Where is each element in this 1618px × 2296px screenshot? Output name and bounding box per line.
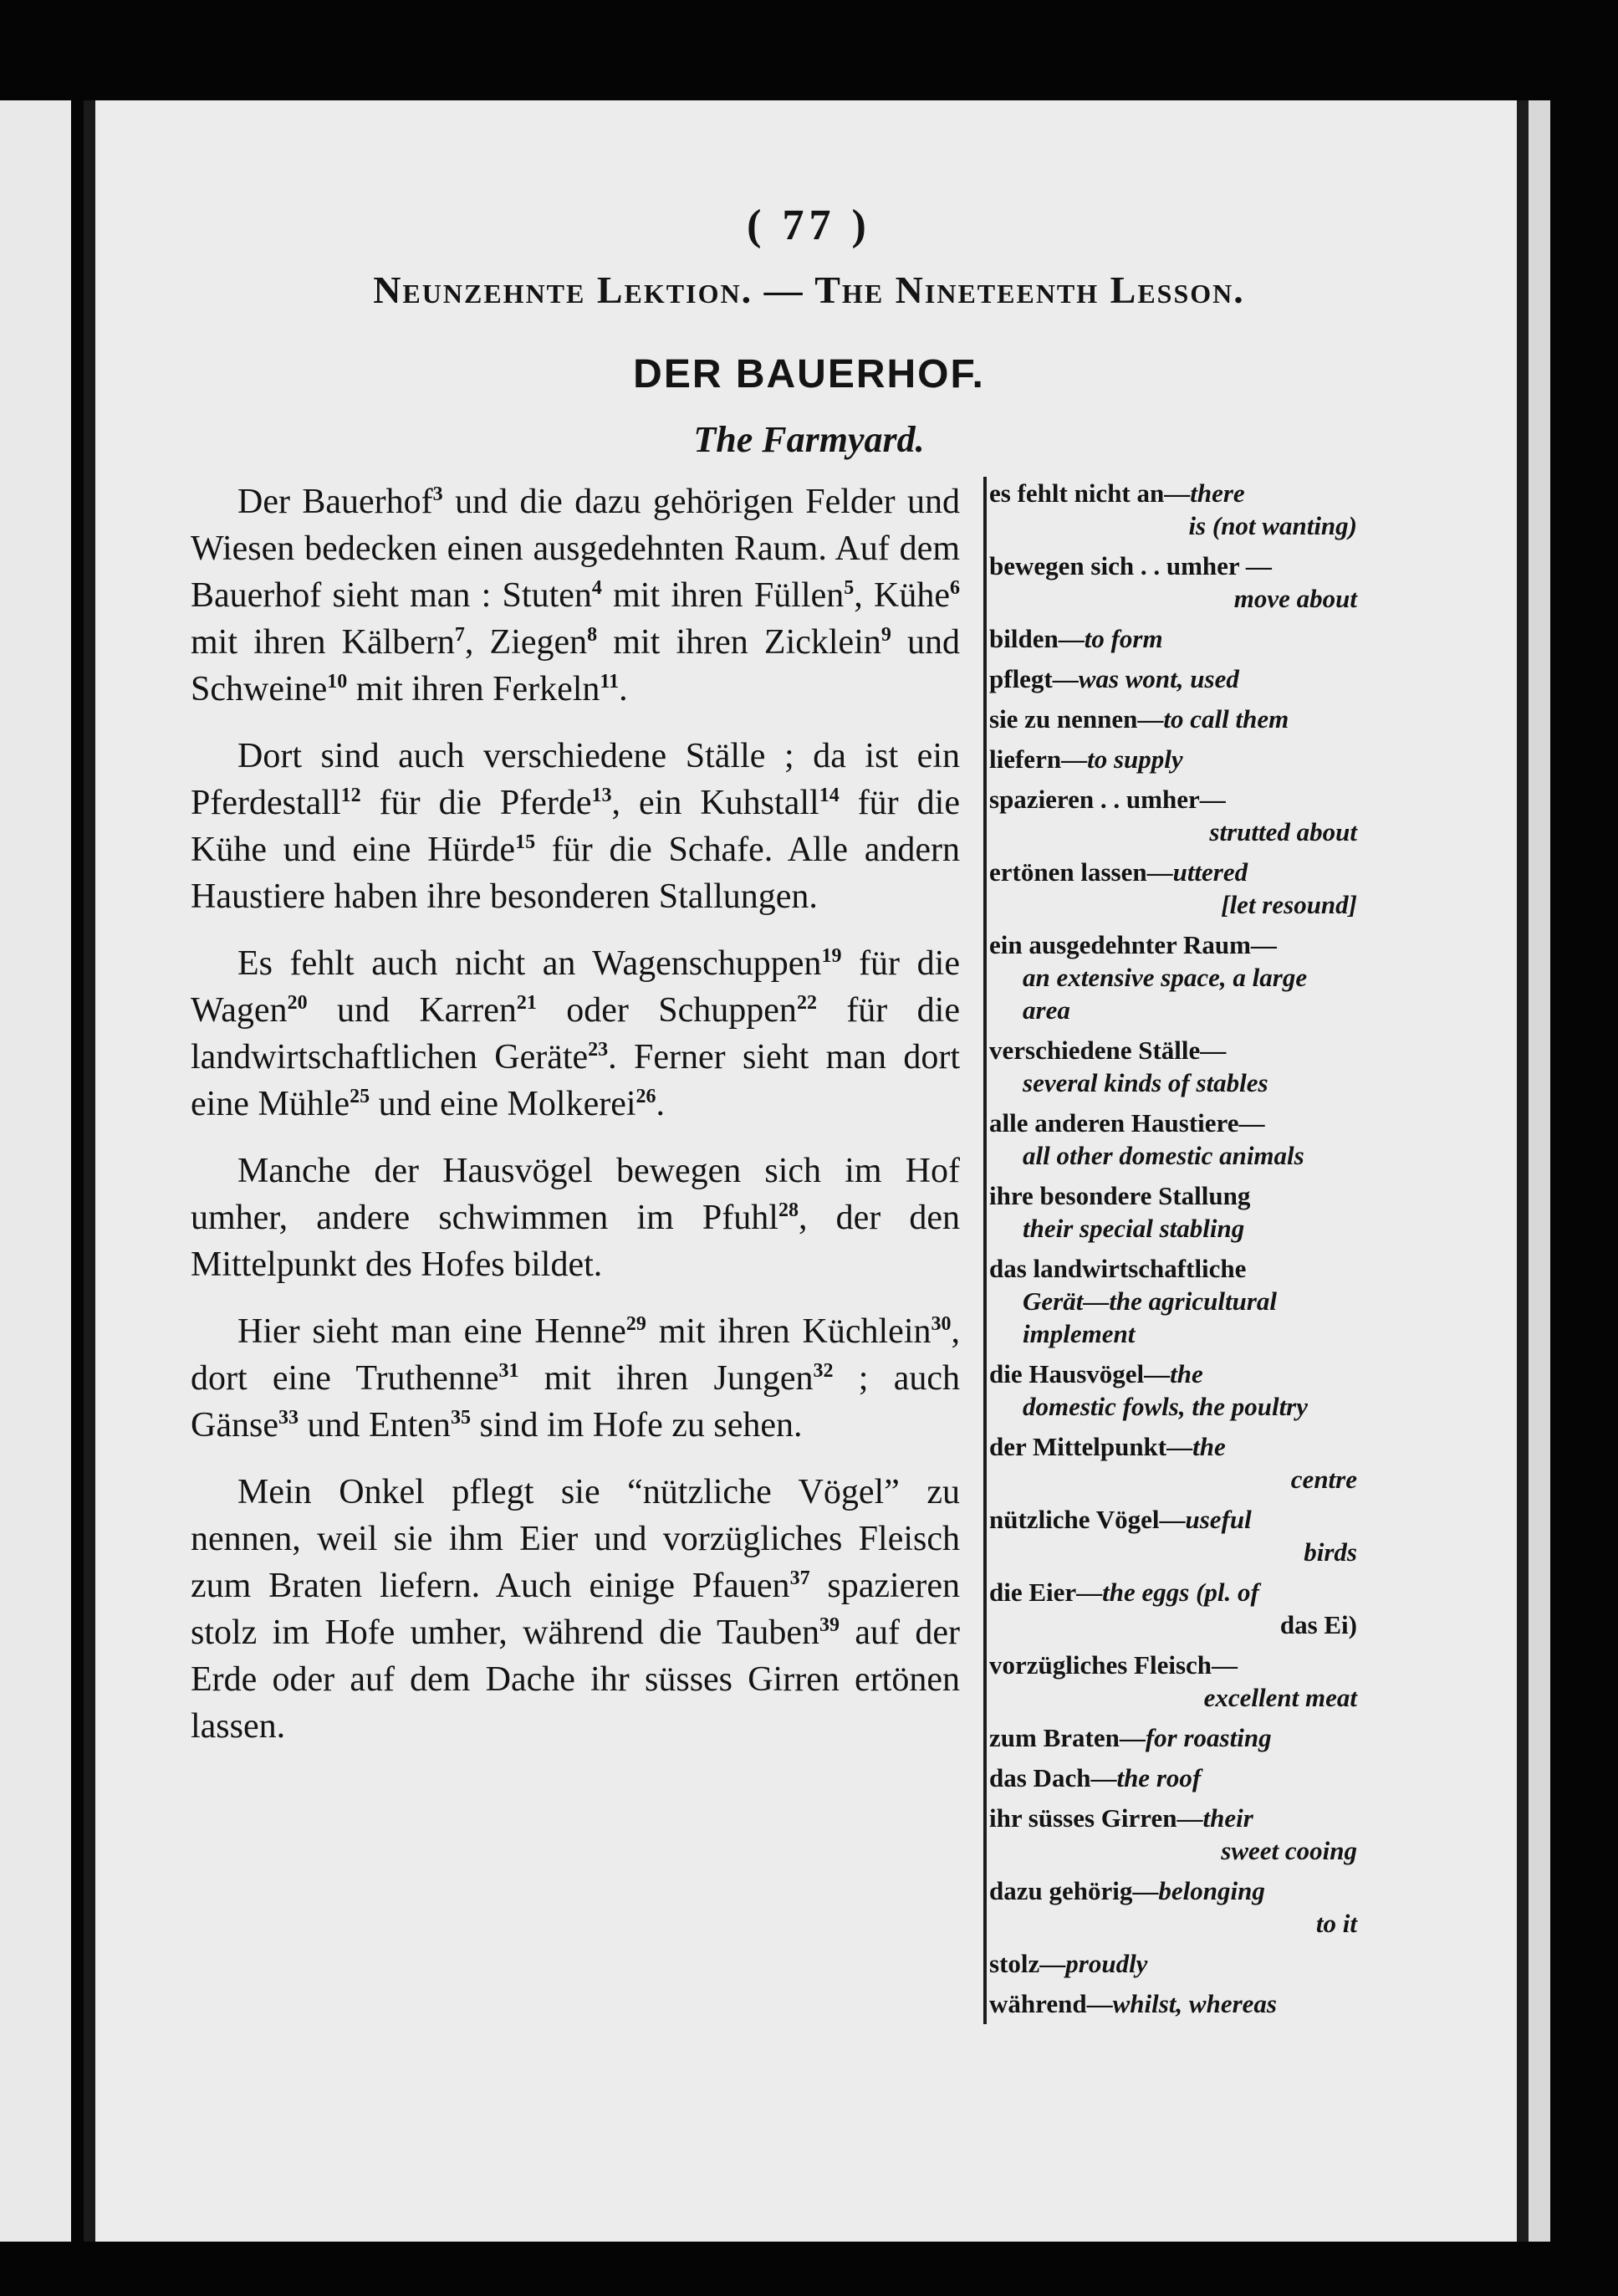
translation-continuation: all other domestic animals	[1023, 1141, 1304, 1170]
footnote-number: 25	[350, 1086, 370, 1107]
text-paragraph	[191, 478, 960, 713]
text-paragraph	[191, 940, 960, 1128]
translation-continuation: excellent meat	[1203, 1683, 1357, 1712]
footnote-number: 37	[789, 1567, 810, 1589]
footnote-number: 10	[327, 671, 348, 693]
paragraph-text: und Schweine	[191, 623, 961, 708]
glossary-entry	[989, 1947, 1357, 1980]
footnote-number: 31	[498, 1360, 519, 1382]
translation-continuation: move about	[1233, 584, 1357, 613]
footnote-number: 5	[844, 577, 855, 599]
german-term: zum Braten—	[989, 1723, 1146, 1752]
footnote-number: 12	[340, 785, 361, 806]
lesson-heading: Neunzehnte Lektion. — The Nineteenth Lesson.	[373, 268, 1245, 311]
german-term: vorzügliches Fleisch—	[989, 1650, 1238, 1680]
glossary-entry	[989, 1358, 1357, 1423]
glossary-entry	[989, 783, 1357, 848]
german-term: nützliche Vögel—	[989, 1505, 1186, 1534]
footnote-number: 33	[278, 1407, 299, 1429]
german-term: der Mittelpunkt—	[989, 1432, 1193, 1461]
text-paragraph	[191, 1148, 960, 1288]
german-term: pflegt—	[989, 664, 1079, 693]
german-term: spazieren . . umher—	[989, 785, 1226, 814]
footnote-number: 6	[949, 577, 960, 599]
footnote-number: 21	[516, 992, 537, 1014]
footnote-number: 11	[600, 671, 620, 693]
paragraph-text: und Enten	[298, 1406, 451, 1445]
paragraph-text: mit ihren Füllen	[601, 576, 845, 615]
footnote-number: 13	[591, 785, 612, 806]
footnote-number: 23	[588, 1039, 609, 1061]
paragraph-text: , Ziegen	[464, 623, 588, 662]
paragraph-text: , dort eine Truthenne	[191, 1312, 960, 1398]
english-translation: proudly	[1065, 1949, 1148, 1978]
footnote-number: 35	[450, 1407, 471, 1429]
translation-continuation: [let resound]	[1221, 890, 1357, 919]
german-term: ertönen lassen—	[989, 857, 1173, 887]
paragraph-text: und eine Molkerei	[370, 1085, 636, 1123]
glossary-entry	[989, 1107, 1357, 1172]
column-divider	[983, 477, 987, 2024]
english-translation: to form	[1084, 624, 1163, 653]
english-translation: to call them	[1163, 704, 1289, 734]
translation-continuation: domestic fowls, the poultry	[1023, 1392, 1308, 1421]
glossary-entry	[989, 1987, 1357, 2020]
english-translation: uttered	[1172, 857, 1248, 887]
glossary-entry	[989, 1430, 1357, 1496]
paragraph-text: mit ihren Zicklein	[597, 623, 881, 662]
vocabulary-glossary	[989, 477, 1357, 2028]
translation-continuation: several kinds of stables	[1023, 1068, 1268, 1097]
glossary-entry	[989, 550, 1357, 615]
translation-continuation: das Ei)	[1279, 1610, 1357, 1639]
paragraph-text: mit ihren Jungen	[518, 1359, 814, 1398]
text-paragraph	[191, 1308, 960, 1449]
translation-continuation: to it	[1315, 1909, 1357, 1938]
glossary-entry	[989, 1649, 1357, 1714]
translation-continuation: their special stabling	[1023, 1214, 1245, 1243]
translation-continuation: birds	[1304, 1537, 1357, 1567]
footnote-number: 9	[880, 624, 891, 646]
footnote-number: 14	[819, 785, 840, 806]
glossary-entry	[989, 703, 1357, 735]
german-term: das Dach—	[989, 1763, 1117, 1792]
german-term: bewegen sich . . umher —	[989, 551, 1272, 580]
footnote-number: 15	[515, 831, 536, 853]
paragraph-text: für die Schafe. Alle andern Haustiere haben ihre besonderen Stallungen.	[191, 831, 960, 916]
paragraph-text: für die Wagen	[191, 944, 960, 1030]
glossary-entry	[989, 477, 1357, 542]
footnote-number: 3	[432, 483, 443, 505]
german-term: bilden—	[989, 624, 1085, 653]
german-term: dazu gehörig—	[989, 1876, 1159, 1905]
paragraph-text: Dort sind auch verschiedene Ställe ; da ist ein Pferdestall	[191, 737, 960, 822]
english-translation: the roof	[1116, 1763, 1202, 1792]
glossary-entry	[989, 1762, 1357, 1794]
main-text-column	[191, 478, 960, 1770]
glossary-entry	[989, 1503, 1357, 1568]
footnote-number: 20	[287, 992, 308, 1014]
paragraph-text: Der Bauerhof	[237, 483, 433, 521]
paragraph-text: spazieren stolz im Hofe umher, während die Tauben	[191, 1567, 960, 1652]
english-translation: useful	[1185, 1505, 1252, 1534]
paragraph-text: mit ihren Ferkeln	[347, 670, 600, 708]
paragraph-text: .	[619, 670, 628, 708]
glossary-entry	[989, 662, 1357, 695]
paragraph-text: Mein Onkel pflegt sie “nützliche Vögel” zu nennen, weil sie ihm Eier und vorzügliches Fleisch zum Braten liefern. Auch einige Pfauen	[191, 1473, 960, 1605]
paragraph-text: und die dazu gehörigen Felder und Wiesen bedecken einen ausgedehnten Raum. Auf dem Bauerhof sieht man : Stuten	[191, 483, 960, 615]
glossary-entry	[989, 622, 1357, 655]
german-term: es fehlt nicht an—	[989, 478, 1191, 508]
chapter-title: DER BAUERHOF.	[633, 352, 985, 396]
paragraph-text: auf der Erde oder auf dem Dache ihr süsses Girren ertönen lassen.	[191, 1613, 960, 1746]
translation-continuation: centre	[1290, 1465, 1357, 1494]
translation-continuation: strutted about	[1209, 817, 1357, 846]
glossary-entry	[989, 1034, 1357, 1099]
german-term: liefern—	[989, 744, 1088, 774]
paragraph-text: Manche der Hausvögel bewegen sich im Hof umher, andere schwimmen im Pfuhl	[191, 1152, 960, 1237]
footnote-number: 26	[635, 1086, 656, 1107]
paragraph-text: und Karren	[307, 991, 517, 1030]
glossary-entry	[989, 1576, 1357, 1641]
glossary-entry	[989, 928, 1357, 1026]
translation-continuation: Gerät—the agricultural implement	[1023, 1286, 1278, 1348]
paragraph-text: mit ihren Küchlein	[646, 1312, 931, 1351]
footnote-number: 32	[813, 1360, 834, 1382]
paragraph-text: für die landwirtschaftlichen Geräte	[191, 991, 960, 1076]
footnote-number: 19	[821, 945, 842, 967]
translation-continuation: sweet cooing	[1221, 1836, 1357, 1865]
paragraph-text: . Ferner sieht man dort eine Mühle	[191, 1038, 961, 1123]
paragraph-text: für die Kühe und eine Hürde	[191, 784, 960, 869]
english-translation: the eggs (pl. of	[1102, 1578, 1259, 1607]
text-paragraph	[191, 733, 960, 920]
footnote-number: 8	[587, 624, 598, 646]
german-term: sie zu nennen—	[989, 704, 1164, 734]
english-translation: to supply	[1087, 744, 1183, 774]
translation-continuation: is (not wanting)	[1188, 511, 1357, 540]
glossary-entry	[989, 1721, 1357, 1754]
page-number: ( 77 )	[747, 202, 871, 249]
german-term: ein ausgedehnter Raum—	[989, 930, 1277, 959]
german-term: die Eier—	[989, 1578, 1103, 1607]
paragraph-text: , ein Kuhstall	[611, 784, 819, 822]
text-paragraph	[191, 1469, 960, 1750]
german-term: alle anderen Haustiere—	[989, 1108, 1265, 1138]
footnote-number: 30	[931, 1313, 952, 1335]
english-translation: was wont, used	[1078, 664, 1239, 693]
paragraph-text: mit ihren Kälbern	[191, 623, 455, 662]
english-translation: the	[1192, 1432, 1226, 1461]
paragraph-text: .	[656, 1085, 666, 1123]
footnote-number: 28	[778, 1199, 799, 1221]
footnote-number: 7	[454, 624, 465, 646]
english-translation: there	[1190, 478, 1245, 508]
paragraph-text: Hier sieht man eine Henne	[237, 1312, 626, 1351]
paragraph-text: , Kühe	[854, 576, 950, 615]
translation-continuation: an extensive space, a large area	[1023, 963, 1308, 1025]
glossary-entry	[989, 1252, 1357, 1350]
german-term: während—	[989, 1989, 1113, 2018]
footnote-number: 29	[625, 1313, 646, 1335]
footnote-number: 39	[819, 1614, 840, 1636]
glossary-entry	[989, 1802, 1357, 1867]
english-translation: belonging	[1158, 1876, 1265, 1905]
chapter-subtitle: The Farmyard.	[693, 419, 925, 460]
german-term: ihre besondere Stallung	[989, 1181, 1251, 1210]
german-term: das landwirtschaftliche	[989, 1254, 1247, 1283]
glossary-entry	[989, 1874, 1357, 1940]
paragraph-text: , der den Mittelpunkt des Hofes bildet.	[191, 1199, 960, 1284]
paragraph-text: für die Pferde	[360, 784, 592, 822]
glossary-entry	[989, 1179, 1357, 1245]
german-term: verschiedene Ställe—	[989, 1036, 1227, 1065]
german-term: die Hausvögel—	[989, 1359, 1171, 1388]
paragraph-text: ; auch Gänse	[191, 1359, 961, 1445]
english-translation: their	[1202, 1803, 1253, 1833]
english-translation: for roasting	[1145, 1723, 1272, 1752]
glossary-entry	[989, 743, 1357, 775]
glossary-entry	[989, 856, 1357, 921]
german-term: ihr süsses Girren—	[989, 1803, 1203, 1833]
german-term: stolz—	[989, 1949, 1066, 1978]
paragraph-text: oder Schuppen	[536, 991, 797, 1030]
paragraph-text: sind im Hofe zu sehen.	[470, 1406, 803, 1445]
paragraph-text: Es fehlt auch nicht an Wagenschuppen	[237, 944, 822, 983]
english-translation: whilst, whereas	[1112, 1989, 1277, 2018]
english-translation: the	[1170, 1359, 1203, 1388]
footnote-number: 4	[591, 577, 602, 599]
footnote-number: 22	[796, 992, 817, 1014]
